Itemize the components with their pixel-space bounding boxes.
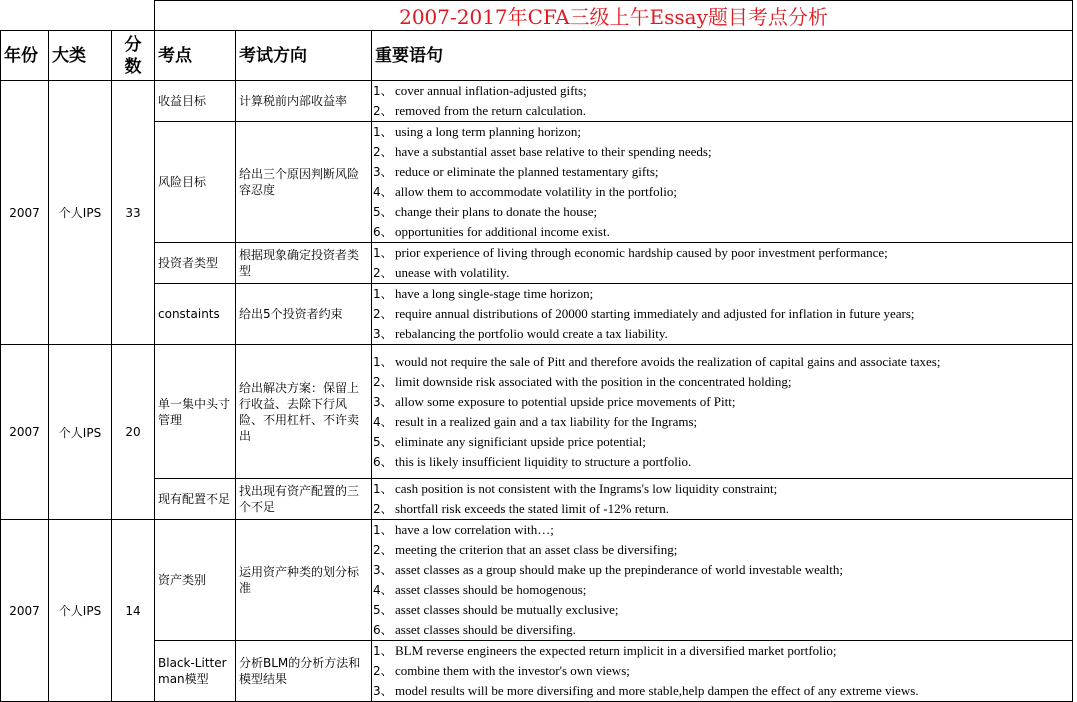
sentences-cell (372, 122, 1073, 243)
sentences-cell (372, 243, 1073, 284)
sentence-line (373, 263, 1072, 283)
sentence-text: shortfall risk exceeds the stated limit of -12% return. (395, 501, 670, 516)
sentence-text: prior experience of living through economic hardship caused by poor investment performance; (395, 245, 888, 260)
category-cell: 个人IPS (49, 520, 112, 702)
sentence-number: 2、 (373, 375, 393, 389)
score-cell: 20 (112, 345, 155, 520)
category-cell: 个人IPS (49, 81, 112, 345)
sentence-text: model results will be more diversifing and more stable,help dampen the effect of any extreme views. (395, 683, 919, 698)
direction-cell: 找出现有资产配置的三个不足 (236, 479, 372, 520)
sentence-text: have a substantial asset base relative to their spending needs; (395, 144, 712, 159)
sentences-cell (372, 81, 1073, 122)
sentence-text: asset classes should be diversifing. (395, 622, 576, 637)
table-row (1, 284, 1073, 345)
sentence-text: limit downside risk associated with the position in the concentrated holding; (395, 374, 792, 389)
sentence-line (373, 412, 1072, 432)
sentence-number: 5、 (373, 435, 393, 449)
sentence-text: cash position is not consistent with the Ingrams's low liquidity constraint; (395, 481, 778, 496)
sentence-line (373, 101, 1072, 121)
sentence-text: would not require the sale of Pitt and therefore avoids the realization of capital gains and associate taxes; (395, 354, 941, 369)
sentence-number: 1、 (373, 355, 393, 369)
table-row (1, 81, 1073, 122)
sentence-text: cover annual inflation-adjusted gifts; (395, 83, 587, 98)
sentence-text: meeting the criterion that an asset class be diversifing; (395, 542, 678, 557)
sentences-cell (372, 479, 1073, 520)
title-row (1, 1, 1073, 31)
sentence-number: 3、 (373, 563, 393, 577)
sentence-text: allow them to accommodate volatility in the portfolio; (395, 184, 677, 199)
direction-cell: 给出5个投资者约束 (236, 284, 372, 345)
sentence-line (373, 392, 1072, 412)
score-cell: 33 (112, 81, 155, 345)
header-category: 大类 (49, 31, 112, 81)
sentence-number: 1、 (373, 287, 393, 301)
sentence-number: 3、 (373, 165, 393, 179)
sentence-text: using a long term planning horizon; (395, 124, 581, 139)
direction-cell: 给出解决方案：保留上行收益、去除下行风险、不用杠杆、不许卖出 (236, 345, 372, 479)
sentence-text: change their plans to donate the house; (395, 204, 598, 219)
sentence-number: 1、 (373, 246, 393, 260)
sentence-line (373, 324, 1072, 344)
sentence-number: 2、 (373, 664, 393, 678)
sentence-line (373, 243, 1072, 263)
topic-cell: 单一集中头寸管理 (155, 345, 236, 479)
sentence-line (373, 580, 1072, 600)
sentence-line (373, 202, 1072, 222)
sentences-cell (372, 641, 1073, 702)
sentence-line (373, 452, 1072, 472)
table-row (1, 641, 1073, 702)
topic-cell: 风险目标 (155, 122, 236, 243)
topic-cell: 资产类别 (155, 520, 236, 641)
sentence-line (373, 222, 1072, 242)
sentence-text: opportunities for additional income exist. (395, 224, 610, 239)
sentence-text: rebalancing the portfolio would create a tax liability. (395, 326, 668, 341)
sentence-line (373, 499, 1072, 519)
sentence-number: 3、 (373, 684, 393, 698)
topic-cell: 收益目标 (155, 81, 236, 122)
topic-cell: 投资者类型 (155, 243, 236, 284)
sentence-text: asset classes should be mutually exclusive; (395, 602, 619, 617)
sentence-line (373, 81, 1072, 101)
sentence-line (373, 162, 1072, 182)
direction-cell: 分析BLM的分析方法和模型结果 (236, 641, 372, 702)
table-row (1, 520, 1073, 641)
sentence-line (373, 304, 1072, 324)
sentence-text: BLM reverse engineers the expected return implicit in a diversified market portfolio; (395, 643, 837, 658)
blank-corner-cell (1, 1, 155, 31)
sentence-text: have a long single-stage time horizon; (395, 286, 594, 301)
sentence-number: 2、 (373, 104, 393, 118)
sentence-line (373, 372, 1072, 392)
year-cell: 2007 (1, 520, 49, 702)
sentence-number: 3、 (373, 327, 393, 341)
sentence-text: result in a realized gain and a tax liability for the Ingrams; (395, 414, 698, 429)
sentence-text: removed from the return calculation. (395, 103, 586, 118)
sentence-number: 2、 (373, 502, 393, 516)
header-row (1, 31, 1073, 81)
sentence-text: eliminate any significiant upside price potential; (395, 434, 646, 449)
header-topic: 考点 (155, 31, 236, 81)
sentence-line (373, 620, 1072, 640)
sentences-cell (372, 284, 1073, 345)
sentence-text: asset classes should be homogenous; (395, 582, 587, 597)
header-sentences: 重要语句 (372, 31, 1073, 81)
sentence-number: 4、 (373, 185, 393, 199)
sentence-line (373, 182, 1072, 202)
sentence-text: reduce or eliminate the planned testamentary gifts; (395, 164, 659, 179)
sentence-number: 1、 (373, 125, 393, 139)
direction-cell: 给出三个原因判断风险容忍度 (236, 122, 372, 243)
sentence-number: 1、 (373, 84, 393, 98)
sentence-number: 4、 (373, 415, 393, 429)
sentence-text: unease with volatility. (395, 265, 510, 280)
header-score-text: 分数 (124, 34, 142, 77)
sentence-text: asset classes as a group should make up the prepinderance of world investable wealth; (395, 562, 843, 577)
sentence-line (373, 661, 1072, 681)
sentence-text: allow some exposure to potential upside price movements of Pitt; (395, 394, 736, 409)
sentence-line (373, 560, 1072, 580)
sentence-text: have a low correlation with…; (395, 522, 554, 537)
table-row (1, 479, 1073, 520)
year-cell: 2007 (1, 81, 49, 345)
sentence-text: combine them with the investor's own views; (395, 663, 630, 678)
sentence-number: 3、 (373, 395, 393, 409)
sentence-number: 1、 (373, 523, 393, 537)
sentence-text: this is likely insufficient liquidity to structure a portfolio. (395, 454, 692, 469)
topic-cell: 现有配置不足 (155, 479, 236, 520)
sentence-line (373, 600, 1072, 620)
sentence-line (373, 540, 1072, 560)
sentence-number: 6、 (373, 623, 393, 637)
score-cell: 14 (112, 520, 155, 702)
sheet-title: 2007-2017年CFA三级上午Essay题目考点分析 (155, 1, 1073, 31)
sentence-line (373, 479, 1072, 499)
sentence-line (373, 641, 1072, 661)
sentence-line (373, 142, 1072, 162)
table-row (1, 122, 1073, 243)
direction-cell: 根据现象确定投资者类型 (236, 243, 372, 284)
sentence-number: 2、 (373, 145, 393, 159)
sentence-number: 1、 (373, 482, 393, 496)
header-year: 年份 (1, 31, 49, 81)
sentence-number: 2、 (373, 307, 393, 321)
sentence-number: 2、 (373, 266, 393, 280)
sentence-number: 1、 (373, 644, 393, 658)
table-row (1, 345, 1073, 479)
sentence-line (373, 122, 1072, 142)
table-row (1, 243, 1073, 284)
sentences-cell (372, 520, 1073, 641)
topic-cell: constaints (155, 284, 236, 345)
sentence-line (373, 432, 1072, 452)
sentence-line (373, 284, 1072, 304)
sentence-number: 6、 (373, 225, 393, 239)
header-score (112, 31, 155, 81)
sentence-line (373, 681, 1072, 701)
year-cell: 2007 (1, 345, 49, 520)
sentence-line (373, 352, 1072, 372)
header-direction: 考试方向 (236, 31, 372, 81)
sentence-number: 5、 (373, 205, 393, 219)
direction-cell: 运用资产种类的划分标准 (236, 520, 372, 641)
sentence-line (373, 520, 1072, 540)
sentence-text: require annual distributions of 20000 starting immediately and adjusted for inflation in future years; (395, 306, 915, 321)
sentence-number: 4、 (373, 583, 393, 597)
sentence-number: 5、 (373, 603, 393, 617)
category-cell: 个人IPS (49, 345, 112, 520)
sentences-cell (372, 345, 1073, 479)
sentence-number: 2、 (373, 543, 393, 557)
sentence-number: 6、 (373, 455, 393, 469)
direction-cell: 计算税前内部收益率 (236, 81, 372, 122)
topic-cell: Black-Litterman模型 (155, 641, 236, 702)
